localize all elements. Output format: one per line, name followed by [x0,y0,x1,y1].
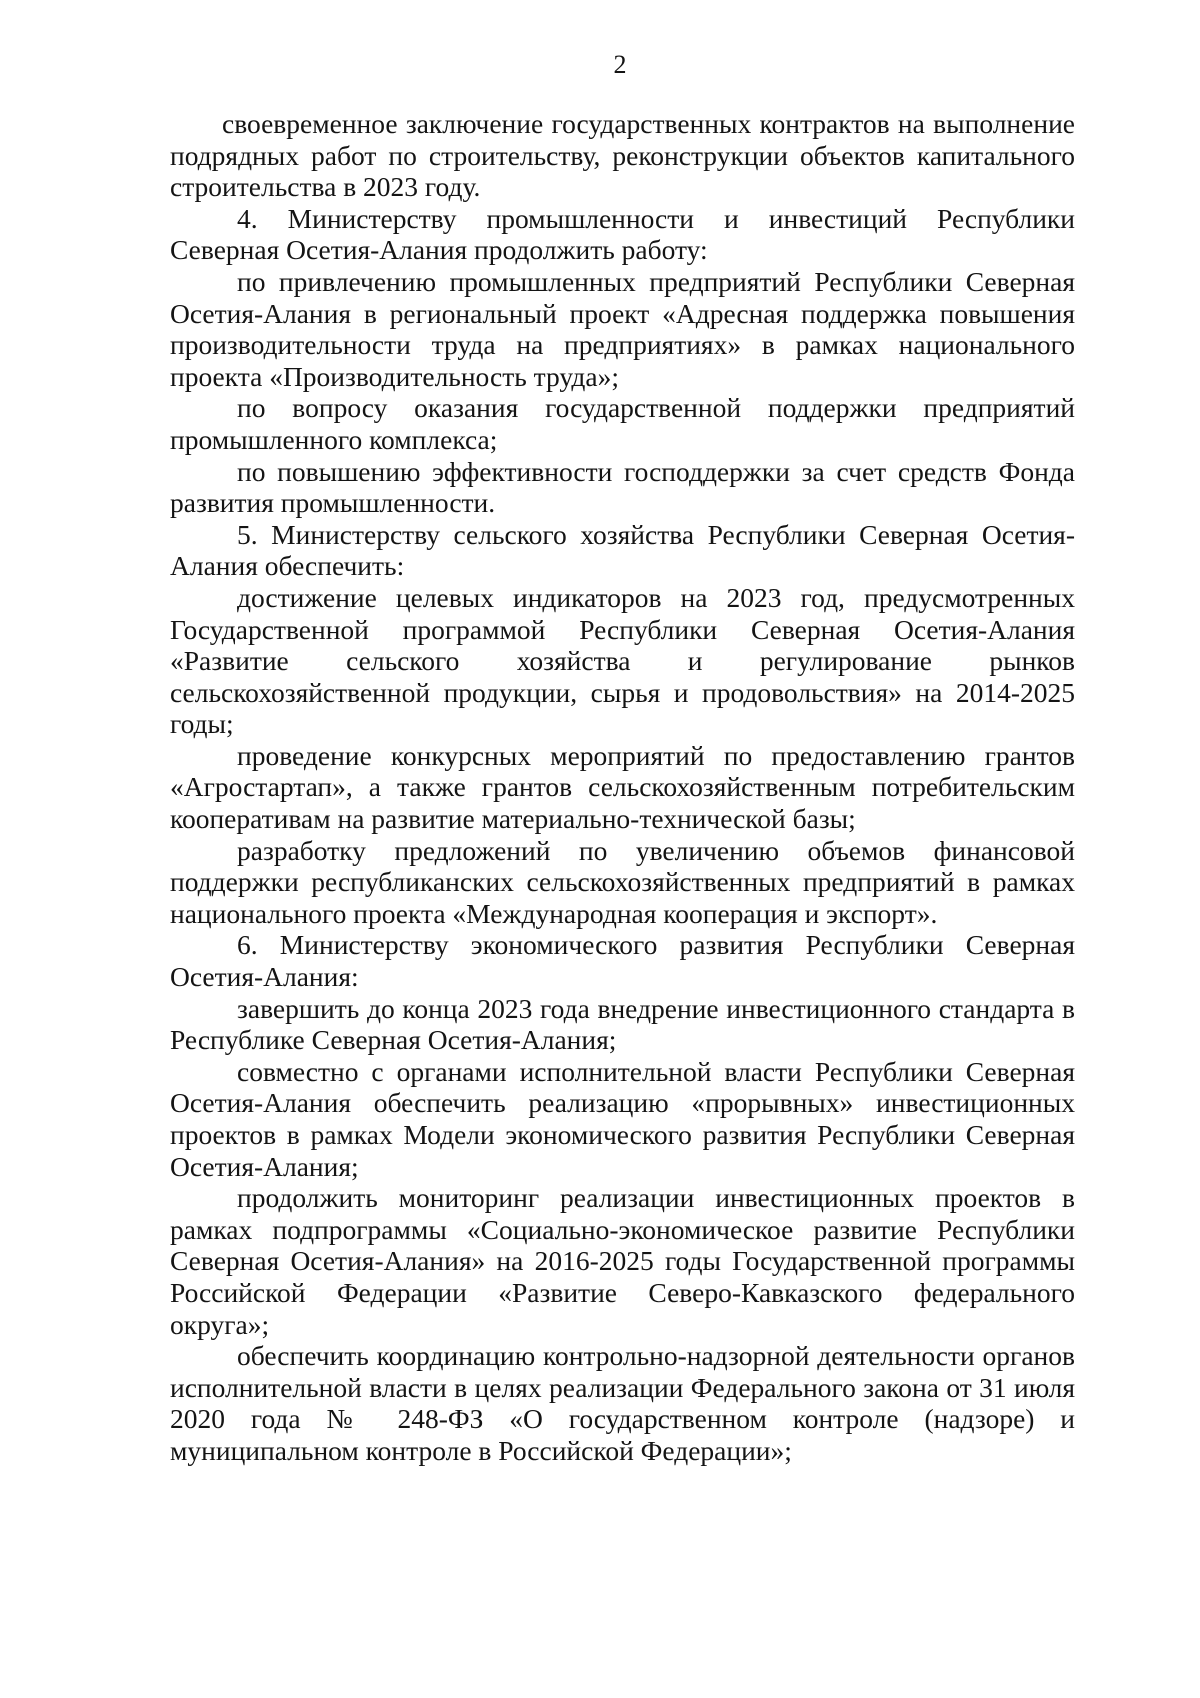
paragraph-agriculture-export: разработку предложений по увеличению объемов финансовой поддержки республиканских сельскохозяйственных предприятий в рамках национального проекта «Международная кооперация и экспорт». [170,834,1075,929]
paragraph-item-4: 4. Министерству промышленности и инвестиций Республики Северная Осетия-Алания продолжить работу: [170,202,1075,266]
paragraph-project-monitoring: продолжить мониторинг реализации инвестиционных проектов в рамках подпрограммы «Социально-экономическое развитие Республики Северная Осетия-Алания» на 2016-2025 годы Государственной программы Российской Федерации «Развитие Северо-Кавказского федерального округа»; [170,1182,1075,1340]
paragraph-contracts-continuation: своевременное заключение государственных контрактов на выполнение подрядных работ по строительству, реконструкции объектов капитального строительства в 2023 году. [170,108,1075,203]
paragraph-investment-standard: завершить до конца 2023 года внедрение инвестиционного стандарта в Республике Северная Осетия-Алания; [170,992,1075,1056]
paragraph-breakthrough-projects: совместно с органами исполнительной власти Республики Северная Осетия-Алания обеспечить реализацию «прорывных» инвестиционных проектов в рамках Модели экономического развития Республики Северная Осетия-Алания; [170,1055,1075,1182]
paragraph-item-5: 5. Министерству сельского хозяйства Республики Северная Осетия-Алания обеспечить: [170,518,1075,582]
paragraph-industry-fund: по повышению эффективности господдержки за счет средств Фонда развития промышленности. [170,455,1075,519]
paragraph-item-6: 6. Министерству экономического развития Республики Северная Осетия-Алания: [170,929,1075,993]
page-number: 2 [613,50,627,79]
paragraph-industry-support: по вопросу оказания государственной поддержки предприятий промышленного комплекса; [170,392,1075,455]
document-body [170,108,1075,1467]
paragraph-agriculture-indicators: достижение целевых индикаторов на 2023 год, предусмотренных Государственной программой Республики Северная Осетия-Алания «Развитие сельского хозяйства и регулирование рынков сельскохозяйственной продукции, сырья и продовольствия» на 2014-2025 годы; [170,581,1075,740]
paragraph-control-coordination: обеспечить координацию контрольно-надзорной деятельности органов исполнительной власти в целях реализации Федерального закона от 31 июля 2020 года № 248-ФЗ «О государственном контроле (надзоре) и муниципальном контроле в Российской Федерации»; [170,1340,1075,1466]
paragraph-agriculture-grants: проведение конкурсных мероприятий по предоставлению грантов «Агростартап», а также грантов сельскохозяйственным потребительским кооперативам на развитие материально-технической базы; [170,739,1075,835]
paragraph-industry-productivity: по привлечению промышленных предприятий Республики Северная Осетия-Алания в региональный проект «Адресная поддержка повышения производительности труда на предприятиях» в рамках национального проекта «Производительность труда»; [170,265,1075,392]
